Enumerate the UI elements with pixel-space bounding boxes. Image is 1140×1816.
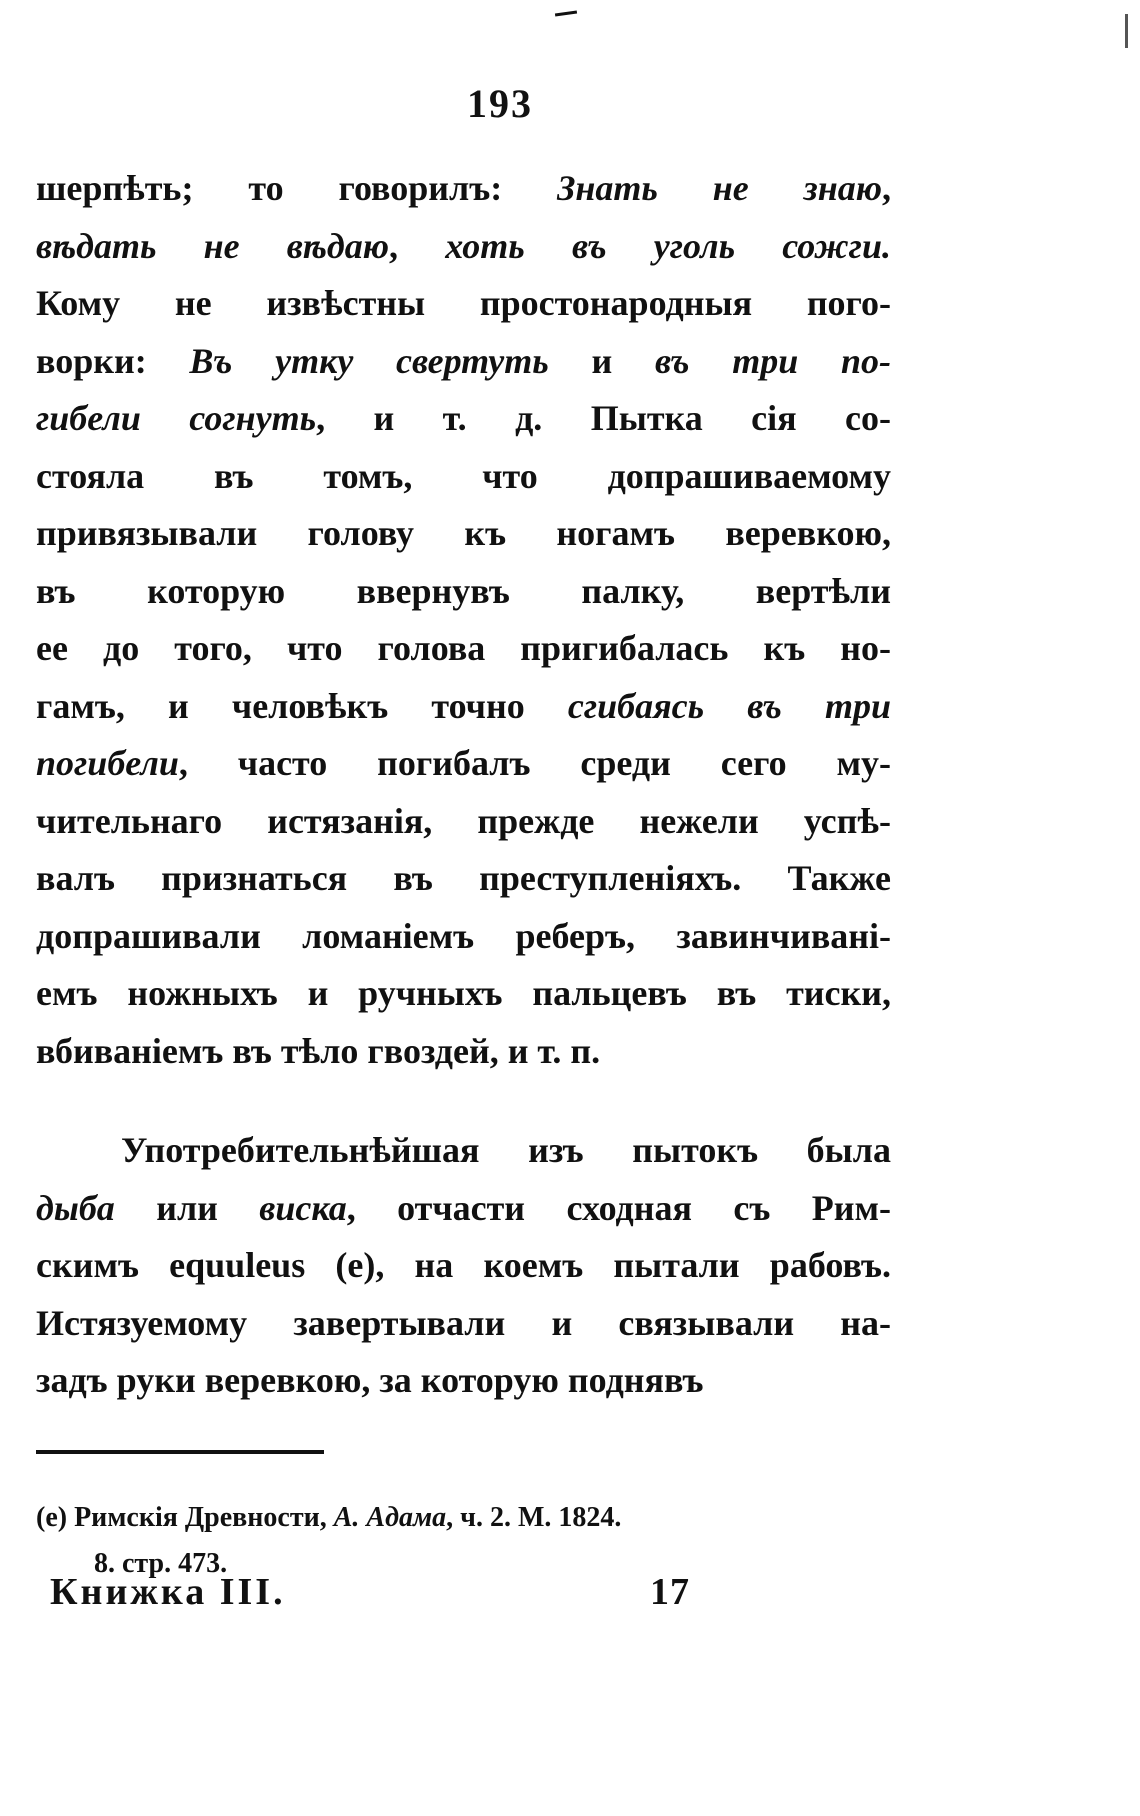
text-run: и (548, 340, 655, 381)
page-edge-mark (1125, 14, 1128, 48)
text-line (36, 620, 891, 678)
text-line (36, 333, 891, 391)
printer-signature (50, 1570, 870, 1614)
text-line (36, 1023, 891, 1081)
text-line (36, 850, 891, 908)
text-run: , отчасти сходная съ Рим- (346, 1187, 891, 1228)
text-line (36, 563, 891, 621)
text-run: чительнаго истязанія, прежде нежели успѣ- (36, 800, 891, 841)
text-run: ворки: (36, 340, 190, 381)
text-line (36, 678, 891, 736)
italic-phrase: виска (259, 1187, 347, 1228)
text-run: валъ признаться въ преступленіяхъ. Также (36, 858, 891, 898)
italic-phrase: вѣдать не вѣдаю (36, 225, 389, 266)
text-line (36, 1180, 891, 1238)
italic-phrase: гибели согнуть (36, 398, 317, 438)
footnote-line-1 (36, 1495, 891, 1541)
text-line (36, 908, 891, 966)
text-run: шерпѣть; то говорилъ: (36, 168, 558, 208)
paragraph-1 (36, 160, 891, 1080)
print-mark (555, 10, 577, 16)
italic-phrase: дыба (36, 1187, 115, 1228)
text-run: или (114, 1187, 260, 1228)
text-line (36, 505, 891, 563)
text-line (36, 160, 891, 218)
italic-phrase: погибели (36, 743, 179, 783)
text-run: вбиваніемъ въ тѣло гвоздей, и т. п. (36, 1030, 601, 1071)
text-line (36, 1237, 891, 1295)
paragraph-2 (36, 1122, 891, 1410)
text-line (36, 793, 891, 851)
body-text (36, 160, 891, 1410)
footnote-author: А. Адама (333, 1502, 447, 1533)
text-run: ее до того, что голова пригибалась къ но- (36, 628, 891, 668)
text-run: привязывали голову къ ногамъ веревкою, (36, 513, 891, 553)
text-line (36, 448, 891, 506)
signature-label: Книжка III. (50, 1571, 286, 1613)
text-line (36, 735, 891, 793)
footnote-citation-prefix: (e) Римскія Древности, (36, 1502, 334, 1533)
text-run: Истязуемому завертывали и связывали на- (36, 1302, 891, 1343)
text-line (36, 1295, 891, 1353)
text-line (36, 275, 891, 333)
text-line (36, 1122, 891, 1180)
italic-phrase: въ три по- (654, 340, 891, 381)
text-run: задъ руки веревкою, за которую поднявъ (36, 1360, 704, 1400)
text-line (36, 1352, 891, 1410)
text-run: , (389, 225, 446, 266)
text-run: , часто погибалъ среди сего му- (178, 743, 891, 783)
italic-phrase: Знать не знаю (557, 168, 882, 208)
text-run: , (882, 168, 891, 208)
page-number: 193 (467, 81, 533, 126)
text-run: , и т. д. Пытка сія со- (316, 398, 891, 438)
text-line (36, 218, 891, 276)
text-run: гамъ, и человѣкъ точно (36, 685, 568, 726)
italic-phrase: Въ утку свертуть (189, 340, 549, 381)
footnote-citation-suffix: , ч. 2. М. 1824. (446, 1502, 622, 1533)
text-line (36, 390, 891, 448)
text-run: скимъ equuleus (e), на коемъ пытали рабовъ. (36, 1245, 891, 1285)
italic-phrase: хоть въ уголь сожги. (445, 225, 891, 266)
footnote-rule (36, 1450, 324, 1454)
text-run: Употребительнѣйшая изъ пытокъ была (121, 1130, 891, 1170)
text-run: допрашивали ломаніемъ реберъ, завинчивані- (36, 915, 891, 956)
sheet-number: 17 (650, 1571, 690, 1613)
text-run: Кому не извѣстны простонародныя пого- (36, 283, 891, 323)
text-run: стояла въ томъ, что допрашиваемому (36, 455, 891, 496)
text-line (36, 965, 891, 1023)
text-run: въ которую ввернувъ палку, вертѣли (36, 570, 891, 611)
paragraph-gap (36, 1080, 891, 1122)
footnote-line-2: 8. стр. 473. (94, 1548, 228, 1579)
text-run: емъ ножныхъ и ручныхъ пальцевъ въ тиски, (36, 973, 891, 1013)
italic-phrase: сгибаясь въ три (567, 685, 891, 726)
